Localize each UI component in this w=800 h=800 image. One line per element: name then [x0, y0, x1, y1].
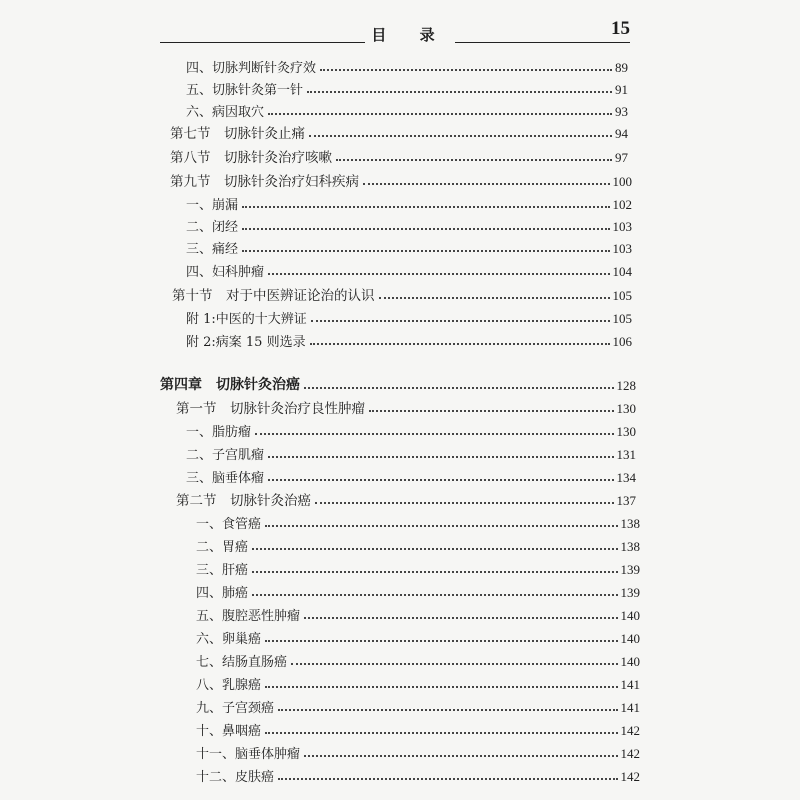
toc-page-number: 131 [616, 447, 636, 462]
dot-leader [268, 113, 612, 115]
toc-page-number: 139 [620, 585, 640, 600]
toc-section-entry [176, 397, 636, 417]
dot-leader [304, 755, 617, 757]
dot-leader [315, 502, 614, 504]
dot-leader [252, 548, 617, 550]
dot-leader [265, 686, 617, 688]
toc-label: 一、食管癌 [196, 517, 262, 532]
toc-label: 三、痛经 [186, 242, 239, 257]
toc-item-entry [186, 100, 628, 120]
toc-label: 四、肺癌 [196, 586, 249, 601]
toc-page-number: 130 [616, 424, 636, 439]
toc-page-number: 137 [616, 493, 636, 508]
toc-section-entry [172, 284, 632, 304]
toc-item-entry [186, 307, 632, 327]
toc-item-entry [186, 215, 632, 235]
toc-page-number: 105 [612, 288, 632, 303]
dot-leader [336, 159, 612, 161]
toc-section-entry [170, 146, 628, 166]
toc-item-entry [196, 696, 640, 716]
dot-leader [252, 594, 617, 596]
dot-leader [307, 91, 612, 93]
toc-item-entry [196, 765, 640, 785]
toc-section-entry [170, 170, 632, 190]
toc-item-entry [186, 466, 636, 486]
page-title: 目 录 [365, 24, 455, 45]
toc-label: 第八节 切脉针灸治疗咳嗽 [170, 150, 332, 166]
dot-leader [304, 387, 614, 389]
dot-leader [291, 663, 617, 665]
dot-leader [363, 183, 610, 185]
dot-leader [265, 525, 617, 527]
toc-page-number: 142 [620, 769, 640, 784]
toc-chapter-entry [160, 374, 636, 394]
dot-leader [311, 320, 610, 322]
toc-item-entry [186, 193, 632, 213]
toc-label: 七、结肠直肠癌 [196, 655, 288, 670]
toc-label: 十一、脑垂体肿瘤 [196, 747, 301, 762]
dot-leader [242, 206, 609, 208]
toc-page-number: 140 [620, 608, 640, 623]
toc-page-number: 141 [620, 677, 640, 692]
toc-item-entry [186, 443, 636, 463]
toc-label: 第二节 切脉针灸治癌 [176, 493, 311, 509]
toc-page-number: 93 [615, 104, 628, 119]
toc-item-entry [196, 604, 640, 624]
toc-page-number: 94 [615, 126, 628, 141]
toc-label: 第七节 切脉针灸止痛 [170, 126, 305, 142]
toc-page-number: 142 [620, 723, 640, 738]
toc-label: 十、鼻咽癌 [196, 724, 262, 739]
dot-leader [268, 479, 613, 481]
toc-label: 五、腹腔恶性肿瘤 [196, 609, 301, 624]
dot-leader [242, 228, 609, 230]
toc-label: 第十节 对于中医辨证论治的认识 [172, 288, 375, 304]
toc-page-number: 141 [620, 700, 640, 715]
toc-item-entry [186, 237, 632, 257]
toc-label: 附 1:中医的十大辨证 [186, 312, 307, 327]
toc-page-number: 140 [620, 631, 640, 646]
dot-leader [242, 250, 609, 252]
toc-item-entry [196, 627, 640, 647]
toc-item-entry [196, 512, 640, 532]
toc-label: 附 2:病案 15 则选录 [186, 335, 306, 350]
toc-section-entry [176, 489, 636, 509]
toc-item-entry [196, 719, 640, 739]
dot-leader [255, 433, 613, 435]
toc-label: 十二、皮肤癌 [196, 770, 275, 785]
dot-leader [320, 69, 612, 71]
toc-page-number: 100 [612, 174, 632, 189]
toc-page-number: 97 [615, 150, 628, 165]
toc-item-entry [186, 78, 628, 98]
toc-label: 第一节 切脉针灸治疗良性肿瘤 [176, 401, 365, 417]
toc-label: 八、乳腺癌 [196, 678, 262, 693]
dot-leader [278, 709, 617, 711]
dot-leader [379, 297, 610, 299]
dot-leader [369, 410, 614, 412]
toc-label: 四、切脉判断针灸疗效 [186, 61, 317, 76]
page-number: 15 [605, 18, 630, 40]
toc-item-entry [196, 558, 640, 578]
dot-leader [310, 343, 610, 345]
toc-label: 一、脂肪瘤 [186, 425, 252, 440]
toc-page-number: 104 [612, 264, 632, 279]
toc-page-number: 142 [620, 746, 640, 761]
toc-item-entry [196, 650, 640, 670]
dot-leader [304, 617, 617, 619]
toc-page-number: 138 [620, 539, 640, 554]
toc-page-number: 128 [616, 378, 636, 393]
toc-page-number: 102 [612, 197, 632, 212]
toc-item-entry [186, 56, 628, 76]
toc-item-entry [196, 581, 640, 601]
toc-label: 三、脑垂体瘤 [186, 471, 265, 486]
toc-page-number: 103 [612, 241, 632, 256]
toc-label: 九、子宫颈癌 [196, 701, 275, 716]
toc-label: 五、切脉针灸第一针 [186, 83, 304, 98]
toc-page-number: 139 [620, 562, 640, 577]
toc-label: 六、卵巢癌 [196, 632, 262, 647]
toc-page-number: 130 [616, 401, 636, 416]
toc-page-number: 105 [612, 311, 632, 326]
toc-item-entry [196, 673, 640, 693]
dot-leader [268, 456, 613, 458]
toc-label: 二、闭经 [186, 220, 239, 235]
toc-item-entry [186, 420, 636, 440]
toc-page-number: 103 [612, 219, 632, 234]
toc-item-entry [186, 330, 632, 350]
toc-section-entry [170, 122, 628, 142]
toc-page-number: 134 [616, 470, 636, 485]
toc-page-number: 91 [615, 82, 628, 97]
toc-label: 第九节 切脉针灸治疗妇科疾病 [170, 174, 359, 190]
toc-page-number: 89 [615, 60, 628, 75]
toc-item-entry [196, 535, 640, 555]
dot-leader [252, 571, 617, 573]
toc-label: 二、子宫肌瘤 [186, 448, 265, 463]
toc-label: 第四章 切脉针灸治癌 [160, 377, 300, 393]
toc-page-number: 106 [612, 334, 632, 349]
dot-leader [309, 135, 612, 137]
dot-leader [265, 732, 617, 734]
toc-page-number: 138 [620, 516, 640, 531]
toc-label: 四、妇科肿瘤 [186, 265, 265, 280]
toc-label: 一、崩漏 [186, 198, 239, 213]
dot-leader [265, 640, 617, 642]
toc-item-entry [196, 742, 640, 762]
toc-label: 三、肝癌 [196, 563, 249, 578]
toc-item-entry [186, 260, 632, 280]
toc-label: 六、病因取穴 [186, 105, 265, 120]
dot-leader [278, 778, 617, 780]
toc-page-number: 140 [620, 654, 640, 669]
dot-leader [268, 273, 609, 275]
toc-label: 二、胃癌 [196, 540, 249, 555]
